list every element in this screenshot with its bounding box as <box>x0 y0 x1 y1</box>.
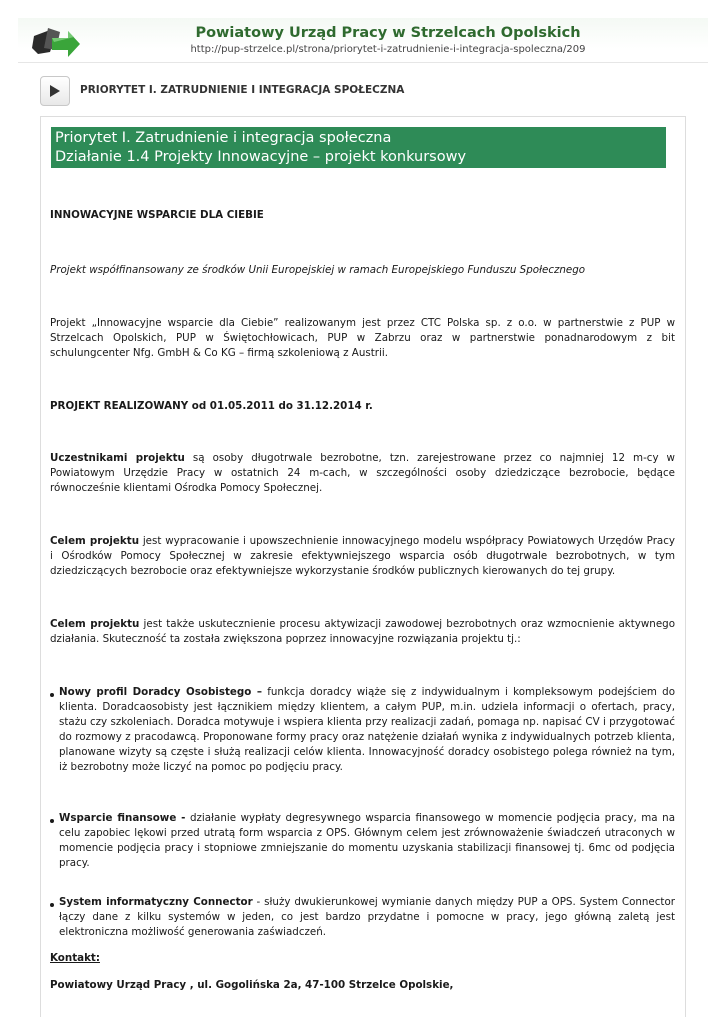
bullet-text: funkcja doradcy wiąże się z indywidualnym i kompleksowym podejściem do klienta. Doradcaosobisty jest łącznikiem między klientem, a całym PUP, m.in. udziela informacji o ofertach, pracy, stażu czy szkoleniach. Doradca motywuje i wspiera klienta przy realizacji zadań, pomaga np. napisać CV i przygotować do rozmowy z pracodawcą. Proponowane formy pracy oraz natężenie działań wynika z indywidualnych potrzeb klienta, planowane wizyty są częste i służą realizacji celów klienta. Innowacyjność doradcy osobistego polega również na tym, iż bezrobotny może liczyć na pomoc po podjęciu pracy. <box>59 686 675 773</box>
bullet-block-3 <box>50 895 675 940</box>
logo-icon <box>30 22 80 62</box>
banner-line-2: Działanie 1.4 Projekty Innowacyjne – projekt konkursowy <box>55 149 467 165</box>
period-block <box>50 399 675 414</box>
site-title: Powiatowy Urząd Pracy w Strzelcach Opolskich <box>195 25 581 41</box>
bullet-block-1 <box>50 685 675 775</box>
bullet-block-2 <box>50 811 675 871</box>
list-item <box>50 895 675 940</box>
intro-paragraph: Projekt „Innowacyjne wsparcie dla Ciebie” realizowanym jest przez CTC Polska sp. z o.o. w partnerstwie z PUP w Strzelcach Opolskich, PUP w Świętochłowicach, PUP w Zabrzu oraz w partnerstwie ponadnarodowym z bit schulungcenter Nfg. GmbH & Co KG – firmą szkoleniową z Austrii. <box>50 317 675 359</box>
participants-label: Uczestnikami projektu <box>50 452 185 464</box>
bullet-label: Nowy profil Doradcy Osobistego – <box>59 686 262 698</box>
bullet-label: System informatyczny Connector <box>59 896 253 908</box>
goal1-label: Celem projektu <box>50 535 140 547</box>
goal2-block <box>50 617 675 647</box>
goal1-block <box>50 534 675 579</box>
goal2-label: Celem projektu <box>50 618 140 630</box>
participants-text: są osoby długotrwale bezrobotne, tzn. zarejestrowane przez co najmniej 12 m-cy w Powiatowym Urzędzie Pracy w ostatnich 24 m-cach, w szczególności osoby dziedziczące bezrobocie, będące równocześnie klientami Ośrodka Pomocy Społecznej. <box>50 452 675 494</box>
contact-address-block <box>50 978 675 993</box>
participants-block <box>50 451 675 496</box>
bullet-text: działanie wypłaty degresywnego wsparcia finansowego w momencie podjęcia pracy, ma na celu zapobiec lękowi przed utratą form wsparcia z OPS. Głównym celem jest zrównoważenie świadczeń utraconych w momencie podjęcia pracy i stopniowe zmniejszanie do momentu uzyskania stabilizacji finansowej tj. 6mc od podjęcia pracy. <box>59 812 676 869</box>
contact-label: Kontakt: <box>50 952 100 964</box>
page-url[interactable]: http://pup-strzelce.pl/strona/priorytet-i-zatrudnienie-i-integracja-spoleczna/209 <box>190 44 586 55</box>
participants-paragraph <box>50 451 675 496</box>
article-heading: INNOWACYJNE WSPARCIE DLA CIEBIE <box>50 209 264 221</box>
bullet-text: - służy dwukierunkowej wymianie danych między PUP a OPS. System Connector łączy dane z kilku systemów w jeden, co jest bardzo przydatne i pomocne w pracy, jego główną zaletą jest elektroniczna możliwość generowania zaświadczeń. <box>59 896 675 938</box>
list-item <box>50 811 675 871</box>
banner-line-1: Priorytet I. Zatrudnienie i integracja społeczna <box>55 130 392 146</box>
section-nav <box>40 76 700 106</box>
article-heading-block <box>50 208 675 223</box>
breadcrumb: PRIORYTET I. ZATRUDNIENIE I INTEGRACJA SPOŁECZNA <box>80 84 405 96</box>
goal2-paragraph <box>50 617 675 647</box>
page-title-banner <box>51 127 666 168</box>
site-header <box>18 18 708 63</box>
arrow-button[interactable] <box>40 76 70 106</box>
contact-label-block <box>50 951 675 966</box>
list-item <box>50 685 675 775</box>
bullet-label: Wsparcie finansowe - <box>59 812 186 824</box>
contact-address: Powiatowy Urząd Pracy , ul. Gogolińska 2a, 47-100 Strzelce Opolskie, <box>50 979 454 991</box>
cofinancing-block <box>50 263 675 278</box>
goal2-text: jest także uskutecznienie procesu aktywizacji zawodowej bezrobotnych oraz wzmocnienie aktywnego działania. Skuteczność ta została zwiększona poprzez innowacyjne rozwiązania projektu tj.: <box>50 618 675 645</box>
play-arrow-icon <box>49 84 61 98</box>
project-period: PROJEKT REALIZOWANY od 01.05.2011 do 31.12.2014 r. <box>50 400 373 412</box>
goal1-text: jest wypracowanie i upowszechnienie innowacyjnego modelu współpracy Powiatowych Urzędów Pracy i Ośrodków Pomocy Społecznej w zakresie efektywniejszego wsparcia osób długotrwale bezrobotnych, w tym dziedziczących bezrobocie oraz efektywniejsze wykorzystanie środków publicznych kierowanych do tej grupy. <box>50 535 675 577</box>
intro-block <box>50 316 675 361</box>
cofinancing-note: Projekt współfinansowany ze środków Unii Europejskiej w ramach Europejskiego Funduszu Społecznego <box>50 264 586 276</box>
goal1-paragraph <box>50 534 675 579</box>
